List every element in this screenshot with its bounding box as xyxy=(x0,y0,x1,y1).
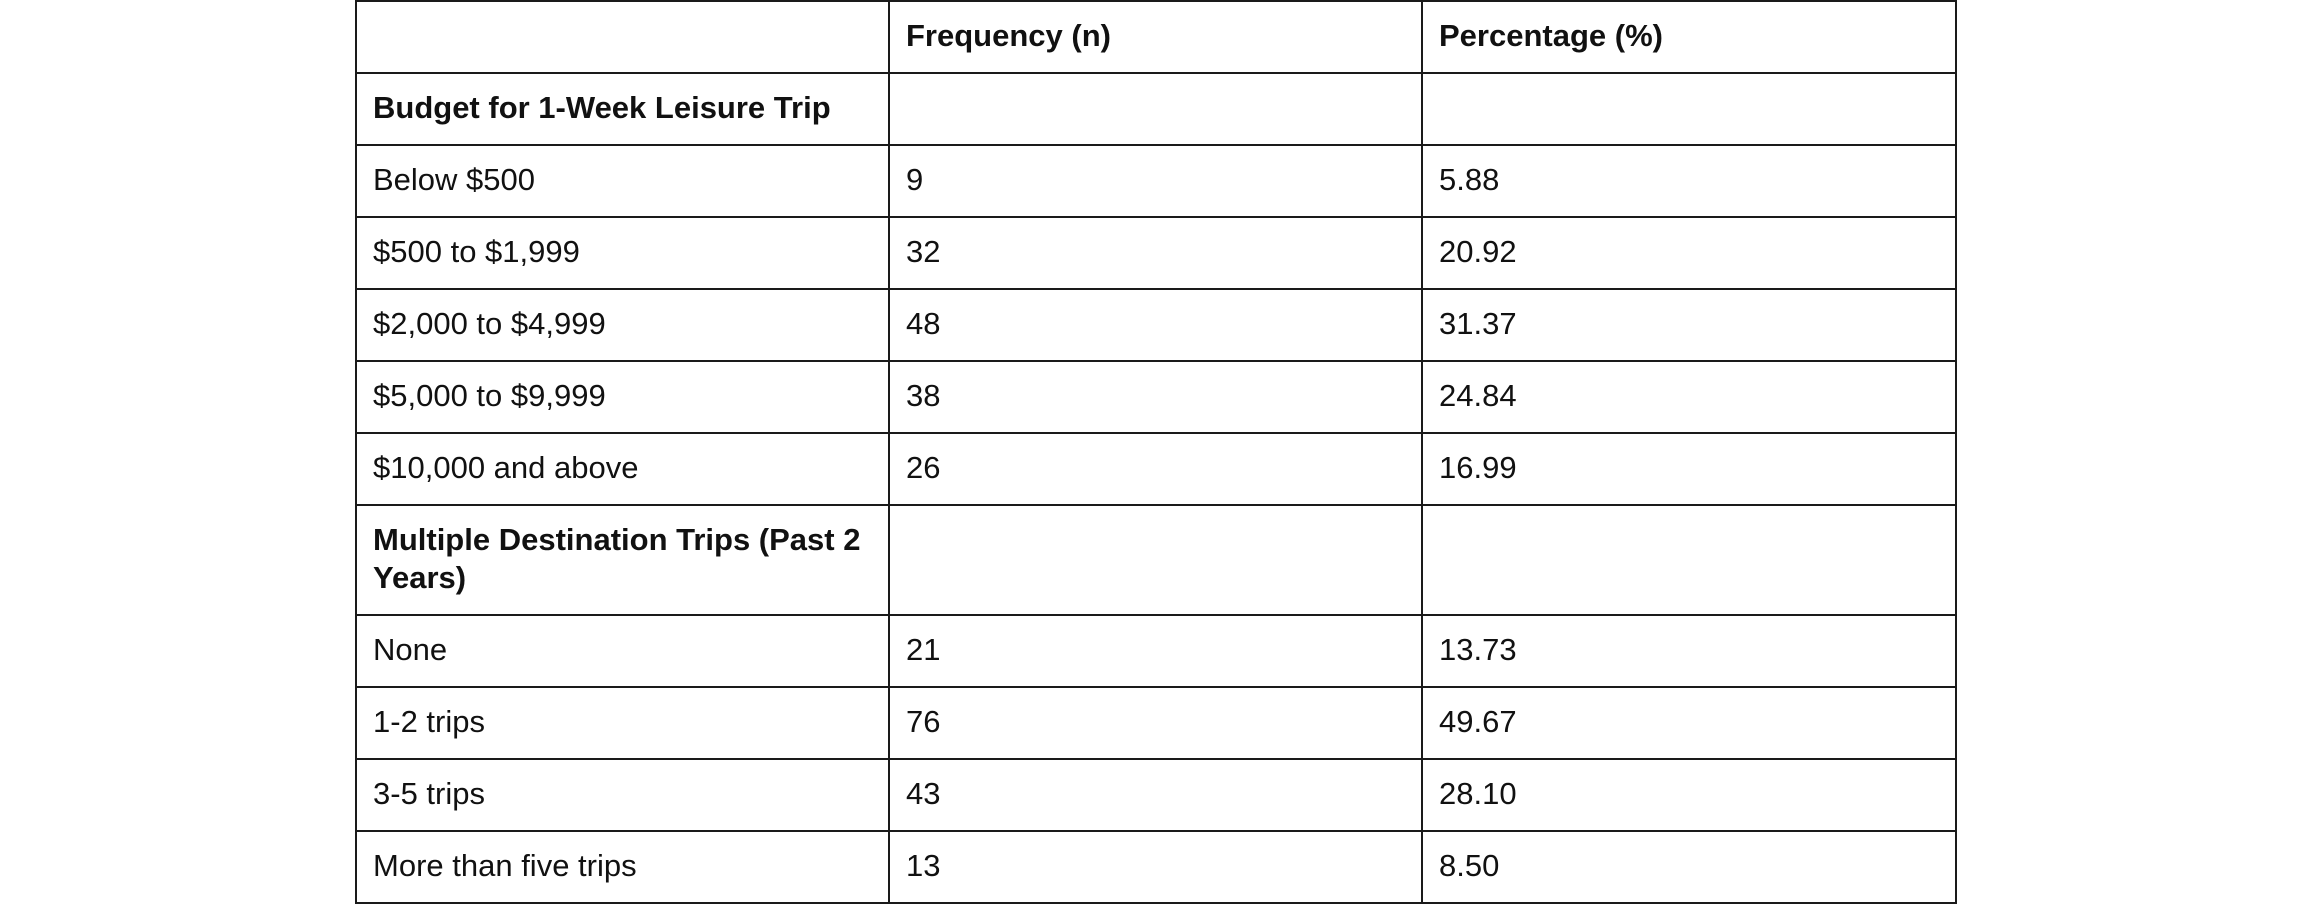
table-row xyxy=(356,145,1956,217)
row-label: More than five trips xyxy=(356,831,889,903)
row-label: $5,000 to $9,999 xyxy=(356,361,889,433)
section-header-row xyxy=(356,505,1956,615)
empty-cell xyxy=(889,73,1422,145)
row-percentage: 20.92 xyxy=(1422,217,1956,289)
row-frequency: 48 xyxy=(889,289,1422,361)
table-row xyxy=(356,615,1956,687)
section-title-budget: Budget for 1-Week Leisure Trip xyxy=(356,73,889,145)
row-frequency: 21 xyxy=(889,615,1422,687)
row-label: Below $500 xyxy=(356,145,889,217)
empty-cell xyxy=(1422,73,1956,145)
row-frequency: 32 xyxy=(889,217,1422,289)
table-row xyxy=(356,687,1956,759)
row-frequency: 13 xyxy=(889,831,1422,903)
table-row xyxy=(356,433,1956,505)
row-frequency: 43 xyxy=(889,759,1422,831)
row-label: $10,000 and above xyxy=(356,433,889,505)
section-header-row xyxy=(356,73,1956,145)
table-row xyxy=(356,831,1956,903)
table-row xyxy=(356,361,1956,433)
header-cell-frequency: Frequency (n) xyxy=(889,1,1422,73)
row-label: 1-2 trips xyxy=(356,687,889,759)
row-percentage: 13.73 xyxy=(1422,615,1956,687)
row-percentage: 5.88 xyxy=(1422,145,1956,217)
row-frequency: 76 xyxy=(889,687,1422,759)
row-label: None xyxy=(356,615,889,687)
table-row xyxy=(356,759,1956,831)
row-frequency: 9 xyxy=(889,145,1422,217)
row-frequency: 38 xyxy=(889,361,1422,433)
empty-cell xyxy=(1422,505,1956,615)
row-percentage: 28.10 xyxy=(1422,759,1956,831)
row-percentage: 8.50 xyxy=(1422,831,1956,903)
section-title-trips: Multiple Destination Trips (Past 2 Years) xyxy=(356,505,889,615)
header-cell-percentage: Percentage (%) xyxy=(1422,1,1956,73)
table-header-row xyxy=(356,1,1956,73)
row-percentage: 16.99 xyxy=(1422,433,1956,505)
header-cell-empty xyxy=(356,1,889,73)
empty-cell xyxy=(889,505,1422,615)
frequency-table xyxy=(355,0,1957,904)
row-percentage: 49.67 xyxy=(1422,687,1956,759)
row-percentage: 24.84 xyxy=(1422,361,1956,433)
row-percentage: 31.37 xyxy=(1422,289,1956,361)
table-row xyxy=(356,289,1956,361)
row-label: 3-5 trips xyxy=(356,759,889,831)
table-row xyxy=(356,217,1956,289)
row-frequency: 26 xyxy=(889,433,1422,505)
row-label: $500 to $1,999 xyxy=(356,217,889,289)
row-label: $2,000 to $4,999 xyxy=(356,289,889,361)
